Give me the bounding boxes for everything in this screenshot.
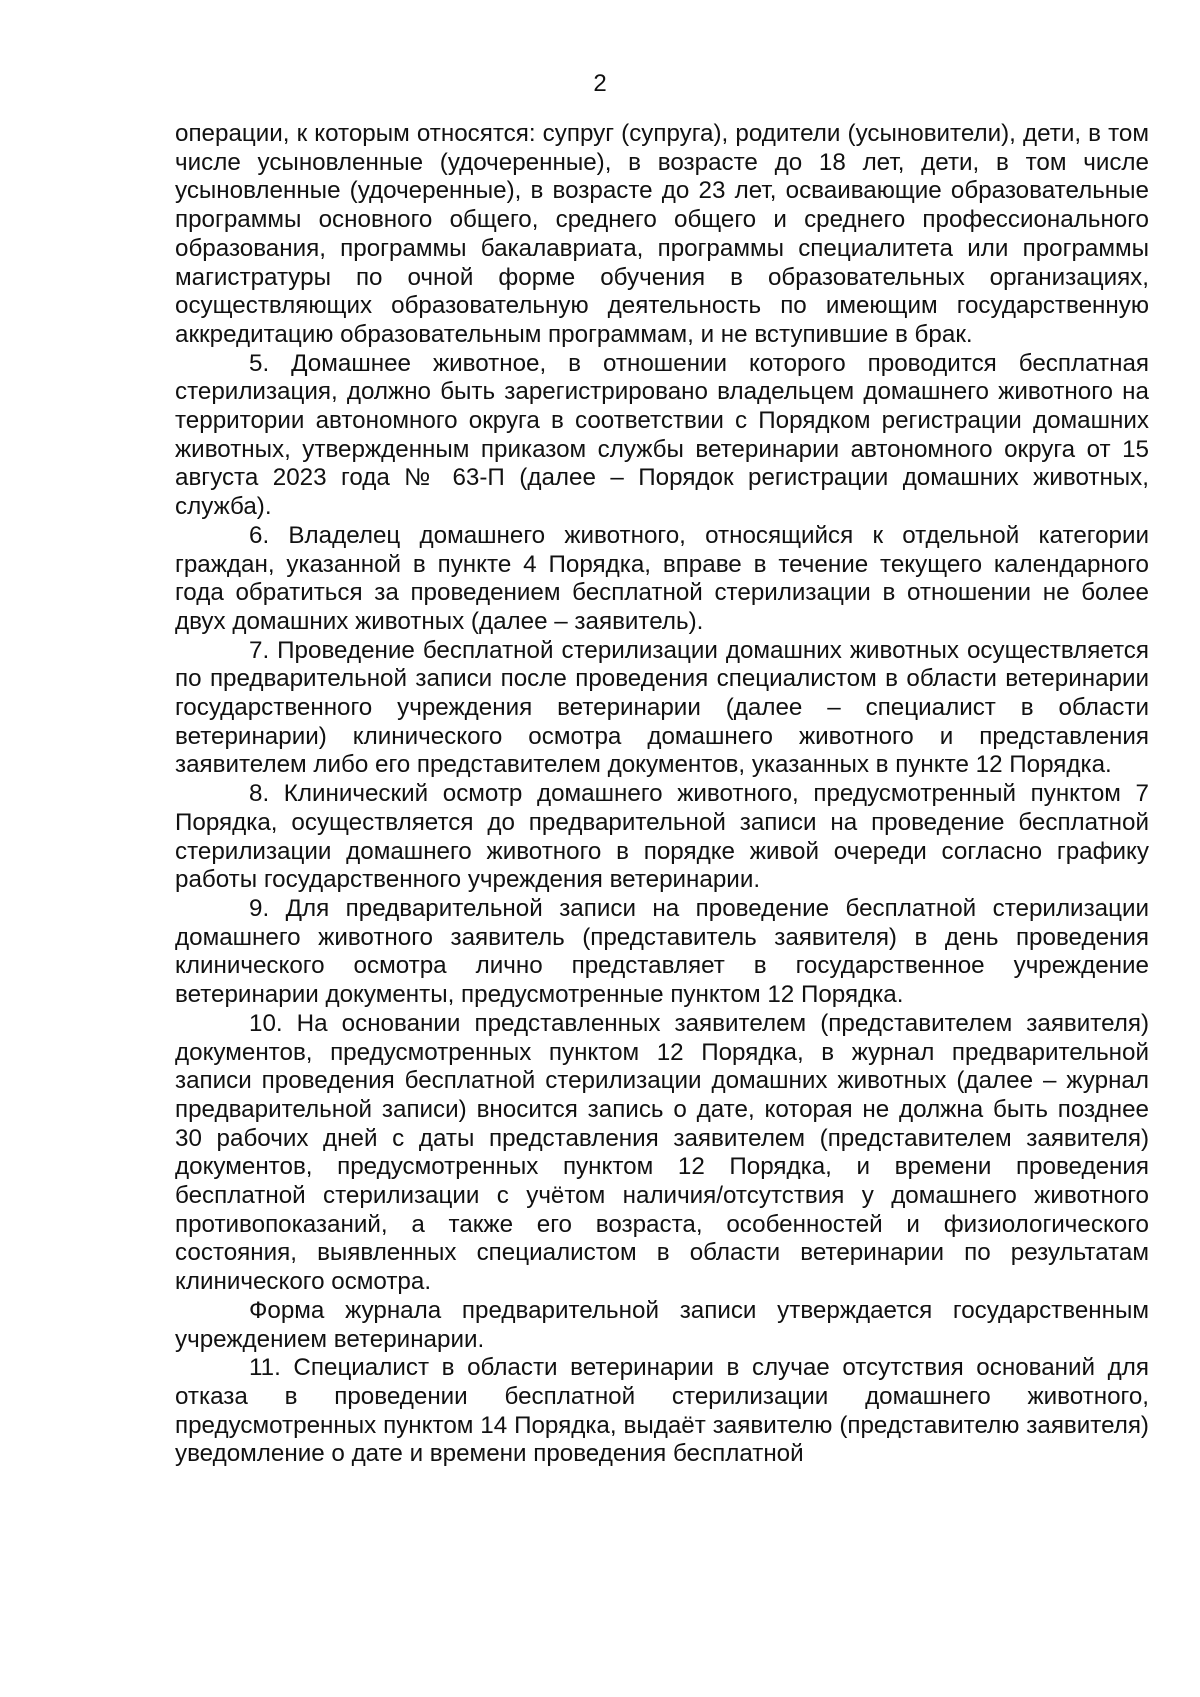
paragraph-item-10: 10. На основании представленных заявителем (представителем заявителя) документов, предусмотренных пунктом 12 Порядка, в журнал предварительной записи проведения бесплатной стерилизации домашних животных (далее – журнал предварительной записи) вносится запись о дате, которая не должна быть позднее 30 рабочих дней с даты представления заявителем (представителем заявителя) документов, предусмотренных пунктом 12 Порядка, и времени проведения бесплатной стерилизации с учётом наличия/отсутствия у домашнего животного противопоказаний, а также его возраста, особенностей и физиологического состояния, выявленных специалистом в области ветеринарии по результатам клинического осмотра.	[175, 1009, 1149, 1296]
page-number: 2	[593, 70, 607, 97]
paragraph-continuation: операции, к которым относятся: супруг (супруга), родители (усыновители), дети, в том числе усыновленные (удочеренные), в возрасте до 18 лет, дети, в том числе усыновленные (удочеренные), в возрасте до 23 лет, осваивающие образовательные программы основного общего, среднего общего и среднего профессионального образования, программы бакалавриата, программы специалитета или программы магистратуры по очной форме обучения в образовательных организациях, осуществляющих образовательную деятельность по имеющим государственную аккредитацию образовательным программам, и не вступившие в брак.	[175, 120, 1149, 348]
document-body	[175, 120, 1149, 1469]
paragraph-item-8: 8. Клинический осмотр домашнего животного, предусмотренный пунктом 7 Порядка, осуществляется до предварительной записи на проведение бесплатной стерилизации домашнего животного в порядке живой очереди согласно графику работы государственного учреждения ветеринарии.	[175, 780, 1149, 894]
paragraph-item-9: 9. Для предварительной записи на проведение бесплатной стерилизации домашнего животного заявитель (представитель заявителя) в день проведения клинического осмотра лично представляет в государственное учреждение ветеринарии документы, предусмотренные пунктом 12 Порядка.	[175, 894, 1149, 1009]
paragraph-journal-form: Форма журнала предварительной записи утверждается государственным учреждением ветеринарии.	[175, 1296, 1149, 1353]
paragraph-item-6: 6. Владелец домашнего животного, относящийся к отдельной категории граждан, указанной в пункте 4 Порядка, вправе в течение текущего календарного года обратиться за проведением бесплатной стерилизации в отношении не более двух домашних животных (далее – заявитель).	[175, 521, 1149, 635]
paragraph-item-11: 11. Специалист в области ветеринарии в случае отсутствия оснований для отказа в проведении бесплатной стерилизации домашнего животного, предусмотренных пунктом 14 Порядка, выдаёт заявителю (представителю заявителя) уведомление о дате и времени проведения бесплатной	[175, 1354, 1149, 1468]
paragraph-item-7: 7. Проведение бесплатной стерилизации домашних животных осуществляется по предварительной записи после проведения специалистом в области ветеринарии государственного учреждения ветеринарии (далее – специалист в области ветеринарии) клинического осмотра домашнего животного и представления заявителем либо его представителем документов, указанных в пункте 12 Порядка.	[175, 636, 1149, 779]
paragraph-item-5: 5. Домашнее животное, в отношении которого проводится бесплатная стерилизация, должно быть зарегистрировано владельцем домашнего животного на территории автономного округа в соответствии с Порядком регистрации домашних животных, утвержденным приказом службы ветеринарии автономного округа от 15 августа 2023 года № 63-П (далее – Порядок регистрации домашних животных, служба).	[175, 349, 1149, 521]
